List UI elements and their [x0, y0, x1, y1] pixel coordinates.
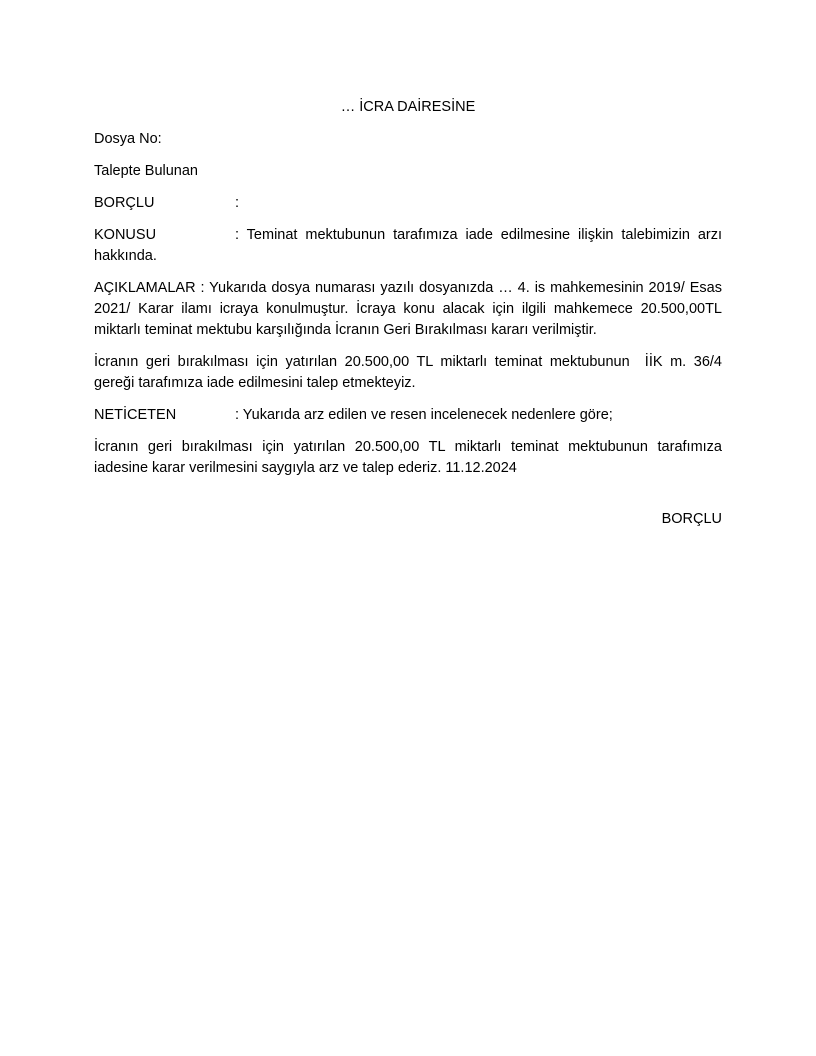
- neticeten-value: : Yukarıda arz edilen ve resen incelenecek nedenlere göre;: [235, 407, 613, 423]
- aciklamalar-paragraph: [94, 278, 722, 341]
- talep2-paragraph: [94, 437, 722, 479]
- aciklamalar-line-3: miktarlı teminat mektubu karşılığında İcranın Geri Bırakılması kararı verilmiştir.: [94, 322, 597, 338]
- konusu-text: : Teminat mektubunun tarafımıza iade edilmesine ilişkin talebimizin arzı: [235, 227, 722, 243]
- talep1-line-1: İcranın geri bırakılması için yatırılan 20.500,00 TL miktarlı teminat mektubunun İİK m. 36/4: [94, 354, 722, 370]
- neticeten-label: NETİCETEN: [94, 407, 177, 423]
- aciklamalar-line-2: 2021/ Karar ilamı icraya konulmuştur. İcraya konu alacak için ilgili mahkemece 20.500,00TL: [94, 301, 722, 317]
- borclu-label: BORÇLU: [94, 195, 155, 211]
- aciklamalar-line-1: AÇIKLAMALAR : Yukarıda dosya numarası yazılı dosyanızda … 4. is mahkemesinin 2019/ Esas: [94, 280, 722, 296]
- talep2-line-2: iadesine karar verilmesini saygıyla arz ve talep ederiz. 11.12.2024: [94, 460, 517, 476]
- borclu-value: :: [235, 195, 240, 211]
- borclu-line: [94, 193, 722, 214]
- document-title: … İCRA DAİRESİNE: [340, 99, 476, 115]
- talep2-line-1: İcranın geri bırakılması için yatırılan 20.500,00 TL miktarlı teminat mektubunun tarafımıza: [94, 439, 722, 455]
- konusu-line-1: [94, 225, 722, 246]
- dosya-no-line: Dosya No:: [94, 131, 162, 147]
- neticeten-line: [94, 405, 722, 426]
- konusu-paragraph: [94, 225, 722, 267]
- signature-borclu: BORÇLU: [661, 511, 722, 527]
- talep1-line-2: gereği tarafımıza iade edilmesini talep etmekteyiz.: [94, 375, 416, 391]
- konusu-line-2: hakkında.: [94, 248, 157, 264]
- konusu-label: KONUSU: [94, 227, 157, 243]
- talepte-bulunan-line: Talepte Bulunan: [94, 163, 198, 179]
- talep1-paragraph: [94, 352, 722, 394]
